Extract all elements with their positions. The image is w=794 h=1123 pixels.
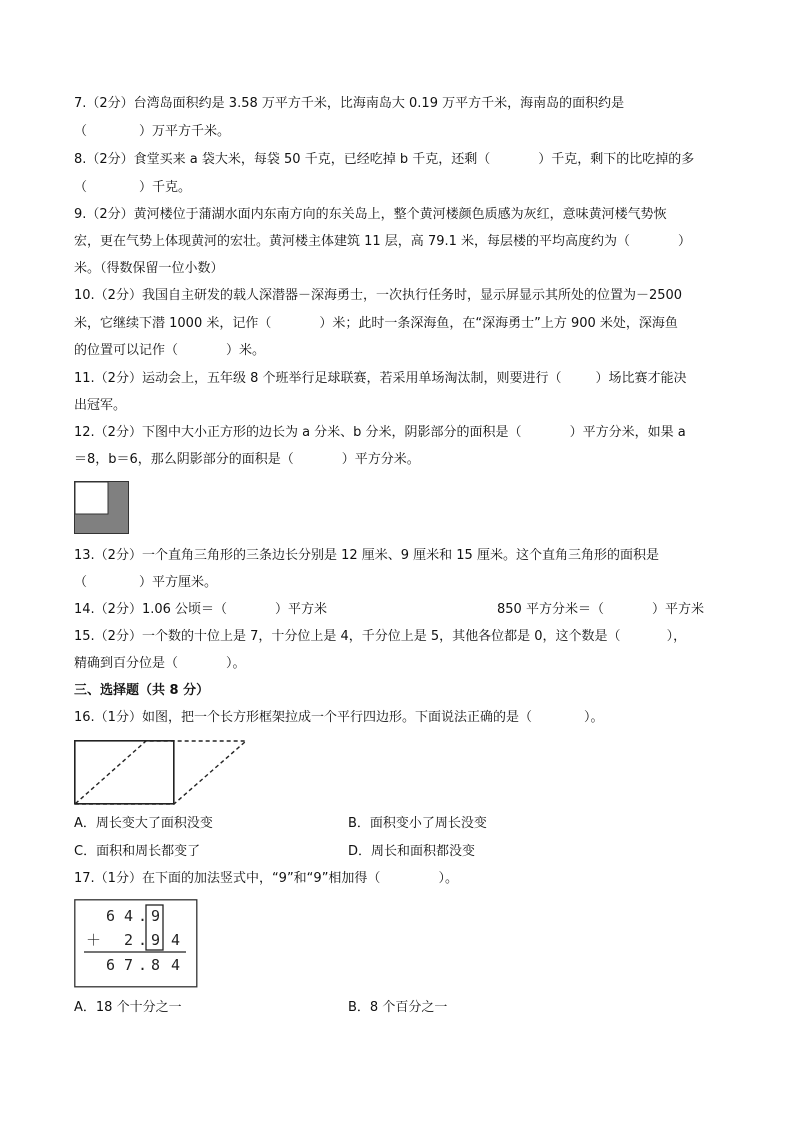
q17-row1-digit: 6 <box>106 907 116 925</box>
q16-rectangle <box>75 741 174 804</box>
q17-row2-digit: 9 <box>151 931 161 949</box>
q17-vertical-addition <box>74 899 198 988</box>
q11-text-b: ）场比赛才能决 <box>595 371 687 386</box>
q17-text-b: ）。 <box>438 871 458 886</box>
q15-text-b: ）， <box>666 629 687 644</box>
q8-line1 <box>74 152 694 168</box>
q8-paren-open: （ <box>74 180 88 195</box>
q7-paren-close: ）万平方千米。 <box>139 124 231 139</box>
q13-paren-open: （ <box>74 575 88 590</box>
q9-line2 <box>74 234 691 250</box>
q9-text-b: ） <box>678 234 692 249</box>
q15-text-c: 精确到百分位是（ <box>74 656 179 671</box>
q16-option-a[interactable]: A．周长变大了面积没变 <box>74 816 213 831</box>
q14-text-d: ）平方米 <box>651 602 704 617</box>
q9-line1: 9.（2分）黄河楼位于蒲湖水面内东南方向的东关岛上，整个黄河楼颜色质感为灰红，意味黄河楼气势恢 <box>74 207 667 222</box>
q8-paren-close: ）千克。 <box>139 180 192 195</box>
q10-line1: 10.（2分）我国自主研发的载人深潜器－深海勇士，一次执行任务时，显示屏显示其所处的位置为－2500 <box>74 288 683 303</box>
q16-rectangle-figure <box>74 740 249 806</box>
q10-text-c: 的位置可以记作（ <box>74 343 179 358</box>
q17-stem <box>74 871 458 887</box>
q17-row2-digit: 4 <box>171 931 181 949</box>
q12-small-square <box>75 482 108 514</box>
q17-row1-digit: . <box>138 907 148 925</box>
q17-result-digit: 8 <box>151 956 161 974</box>
q10-line3 <box>74 343 265 359</box>
q17-row2-digit: 2 <box>124 931 134 949</box>
q16-option-d[interactable]: D．周长和面积都没变 <box>348 844 476 859</box>
q12-text-d: ）平方分米。 <box>341 452 420 467</box>
q14-part1 <box>74 602 327 618</box>
section-title: 三、选择题（共 8 分） <box>74 683 210 698</box>
q17-option-b[interactable]: B．8 个百分之一 <box>348 1000 448 1015</box>
q17-row1-digit: 4 <box>124 907 134 925</box>
q10-text-d: ）米。 <box>226 343 266 358</box>
q16-parallelogram <box>75 741 246 804</box>
q7-line2 <box>74 124 230 140</box>
q16-text-a: 16.（1分）如图，把一个长方形框架拉成一个平行四边形。下面说法正确的是（ <box>74 710 532 725</box>
q8-line2 <box>74 180 191 196</box>
q13-paren-close: ）平方厘米。 <box>139 575 218 590</box>
q11-text-a: 11.（2分）运动会上，五年级 8 个班举行足球联赛，若采用单场淘汰制，则要进行（ <box>74 371 562 386</box>
q17-text-a: 17.（1分）在下面的加法竖式中，“9”和“9”相加得（ <box>74 871 381 886</box>
q12-squares-figure <box>74 481 130 535</box>
q12-text-b: ）平方分米，如果 a <box>569 425 686 440</box>
q10-line2 <box>74 316 678 332</box>
q17-row2-digit: . <box>138 931 148 949</box>
q16-option-c[interactable]: C．面积和周长都变了 <box>74 844 201 859</box>
q11-line2: 出冠军。 <box>74 398 127 413</box>
q12-line2 <box>74 452 420 468</box>
q17-plus-sign: ＋ <box>86 931 102 949</box>
q15-text-d: ）。 <box>226 656 246 671</box>
q10-text-b: ）米；此时一条深海鱼，在“深海勇士”上方 900 米处，深海鱼 <box>319 316 678 331</box>
q16-option-b[interactable]: B．面积变小了周长没变 <box>348 816 487 831</box>
q9-text-a: 宏，更在气势上体现黄河的宏壮。黄河楼主体建筑 11 层，高 79.1 米，每层楼的平均高度约为（ <box>74 234 631 249</box>
q17-option-a[interactable]: A．18 个十分之一 <box>74 1000 182 1015</box>
q7-paren-open: （ <box>74 124 88 139</box>
q12-text-c: ＝8，b＝6，那么阴影部分的面积是（ <box>74 452 294 467</box>
q12-line1 <box>74 425 686 441</box>
q16-text-b: ）。 <box>583 710 604 725</box>
q14-text-c: 850 平方分米＝（ <box>497 602 604 617</box>
q17-row1-digit: 9 <box>151 907 161 925</box>
q14-text-b: ）平方米 <box>275 602 328 617</box>
q8-text-a: 8.（2分）食堂买来 a 袋大米，每袋 50 千克，已经吃掉 b 千克，还剩（ <box>74 152 491 167</box>
q12-text-a: 12.（2分）下图中大小正方形的边长为 a 分米、b 分米，阴影部分的面积是（ <box>74 425 522 440</box>
q13-line2 <box>74 575 217 591</box>
q13-line1: 13.（2分）一个直角三角形的三条边长分别是 12 厘米、9 厘米和 15 厘米。这个直角三角形的面积是 <box>74 548 659 563</box>
q7-line1: 7.（2分）台湾岛面积约是 3.58 万平方千米，比海南岛大 0.19 万平方千米，海南岛的面积约是 <box>74 96 625 111</box>
q17-result-digit: 7 <box>124 956 134 974</box>
q15-text-a: 15.（2分）一个数的十位上是 7，十分位上是 4，千分位上是 5，其他各位都是 0，这个数是（ <box>74 629 621 644</box>
q14-part2 <box>497 602 704 618</box>
q15-line1 <box>74 629 686 645</box>
q16-stem <box>74 710 603 726</box>
q9-line3: 米。（得数保留一位小数） <box>74 261 224 276</box>
q10-text-a: 米，它继续下潜 1000 米，记作（ <box>74 316 272 331</box>
q15-line2 <box>74 656 246 672</box>
q11-line1 <box>74 371 687 387</box>
q17-result-digit: . <box>138 956 148 974</box>
q17-result-digit: 6 <box>106 956 116 974</box>
q17-result-digit: 4 <box>171 956 181 974</box>
q8-text-b: ）千克，剩下的比吃掉的多 <box>538 152 695 167</box>
q14-text-a: 14.（2分）1.06 公顷＝（ <box>74 602 228 617</box>
